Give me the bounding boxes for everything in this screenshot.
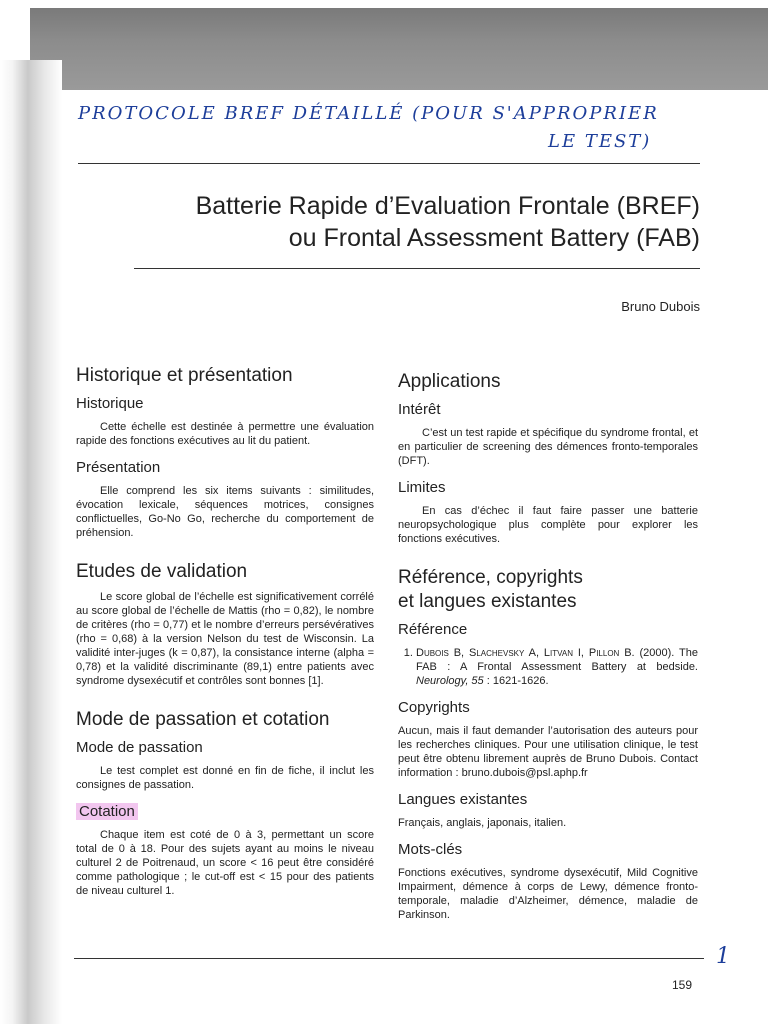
title-rule xyxy=(134,268,700,269)
paragraph-passation: Le test complet est donné en fin de fiche, il inclut les consignes de passation. xyxy=(76,765,374,791)
heading-reference-line-2: et langues existantes xyxy=(398,591,577,612)
title-line-1: Batterie Rapide d’Evaluation Frontale (BREF) xyxy=(195,192,700,220)
heading-mode-passation-cotation: Mode de passation et cotation xyxy=(76,709,330,730)
paragraph-validation: Le score global de l’échelle est significativement corrélé au score global de l’échelle de Mattis (rho = 0,82), le nombre de critères (rho = 0,77) et le nombre d’erreurs persévératives (rho = 0,68) à la version Nelson du test de Wisconsin. La validité inter-juges (k = 0,87), la consistance interne (alpha = 0,78) et la validité discriminante (89,1) entre patients avec syndrome dysexécutif et contrôles sont bonnes [1]. xyxy=(76,591,374,687)
page-number: 159 xyxy=(671,978,692,992)
heading-reference-line-1: Référence, copyrights xyxy=(398,567,583,588)
subheading-interet: Intérêt xyxy=(398,401,441,418)
paragraph-limites: En cas d’échec il faut faire passer une batterie neuropsychologique plus complète pour explorer les fonctions exécutives. xyxy=(398,505,698,545)
handwritten-margin-mark: 1 xyxy=(716,944,730,969)
heading-reference-copyrights xyxy=(398,566,698,614)
paragraph-langues: Français, anglais, japonais, italien. xyxy=(398,817,567,829)
title-line-2: ou Frontal Assessment Battery (FAB) xyxy=(288,224,700,252)
subheading-copyrights: Copyrights xyxy=(398,699,470,716)
paragraph-copyrights: Aucun, mais il faut demander l’autorisation des auteurs pour les recherches cliniques. Pour une utilisation clinique, le test peut être obtenu librement auprès de Bruno Dubois. Contact information : bruno.dubois@psl.aphp.fr xyxy=(398,725,698,779)
paragraph-historique: Cette échelle est destinée à permettre une évaluation rapide des fonctions exécutives au lit du patient. xyxy=(76,421,374,447)
reference-title: The FAB : A Frontal Assessment Battery at bedside. xyxy=(416,647,698,673)
handwritten-line-1: PROTOCOLE BREF DÉTAILLÉ (POUR S'APPROPRIER xyxy=(78,103,659,124)
page-title xyxy=(196,190,700,254)
scan-shadow-bar xyxy=(30,8,768,90)
heading-etudes-validation: Etudes de validation xyxy=(76,561,248,582)
paragraph-cotation: Chaque item est coté de 0 à 3, permettant un score total de 0 à 18. Pour des sujets ayant au moins le niveau culturel 2 de Poitrenaud, un score < 16 peut être considéré comme pathologique ; le cut-off est < 15 pour des patients de niveau culturel 1. xyxy=(76,829,374,897)
paragraph-interet: C’est un test rapide et spécifique du syndrome frontal, et en particulier de screening des démences fronto-temporales (DFT). xyxy=(398,427,698,467)
paragraph-mots-cles: Fonctions exécutives, syndrome dysexécutif, Mild Cognitive Impairment, démence à corps de Lewy, démence fronto-temporale, maladie d’Alzheimer, démence, maladie de Parkinson. xyxy=(398,867,698,921)
subheading-cotation xyxy=(76,802,374,822)
list-item xyxy=(416,646,698,688)
subheading-langues: Langues existantes xyxy=(398,791,528,808)
heading-applications: Applications xyxy=(398,371,501,392)
reference-pages: : 1621-1626. xyxy=(486,675,549,687)
left-column xyxy=(76,364,374,908)
handwritten-line-2: LE TEST) xyxy=(548,131,652,152)
subheading-mode-passation: Mode de passation xyxy=(76,739,203,756)
subheading-limites: Limites xyxy=(398,479,446,496)
right-column xyxy=(398,370,698,932)
heading-historique-presentation: Historique et présentation xyxy=(76,365,293,386)
subheading-mots-cles: Mots-clés xyxy=(398,841,463,858)
top-rule xyxy=(78,163,700,164)
cotation-highlight: Cotation xyxy=(76,803,138,820)
bottom-rule xyxy=(74,958,704,959)
subheading-presentation: Présentation xyxy=(76,459,161,476)
handwritten-note xyxy=(78,100,718,156)
author: Bruno Dubois xyxy=(621,299,700,314)
reference-journal: Neurology, 55 xyxy=(416,675,484,687)
subheading-reference: Référence xyxy=(398,621,468,638)
reference-authors: Dubois B, Slachevsky A, Litvan I, Pillon B. (2000). xyxy=(416,647,675,659)
reference-list xyxy=(398,646,698,688)
paragraph-presentation: Elle comprend les six items suivants : similitudes, évocation lexicale, séquences motrices, consignes conflictuelles, Go-No Go, recherche du comportement de préhension. xyxy=(76,485,374,539)
scan-binding-shadow xyxy=(0,60,62,1024)
subheading-historique: Historique xyxy=(76,395,144,412)
